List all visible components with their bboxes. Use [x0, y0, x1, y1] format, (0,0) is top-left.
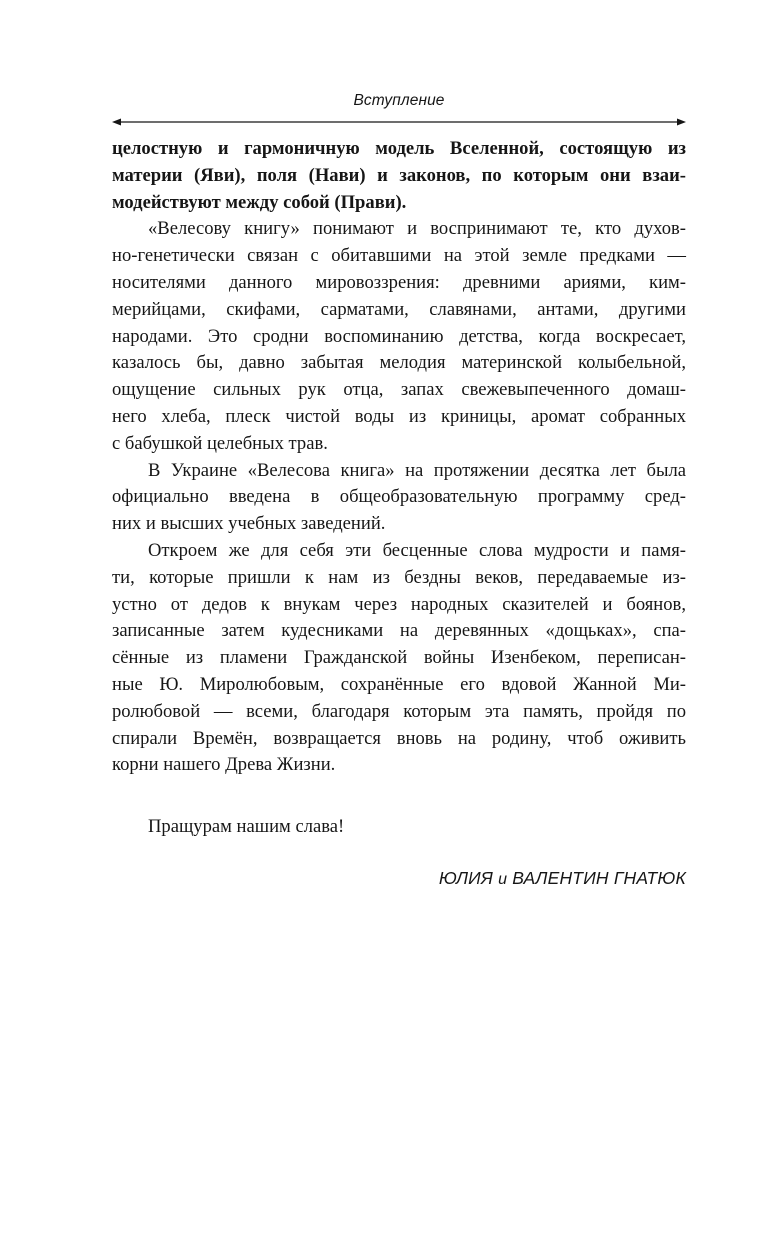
- text-line: корни нашего Древа Жизни.: [112, 754, 336, 776]
- text-line: В Украине «Велесова книга» на протяжении десятка лет была: [148, 459, 686, 481]
- text-line: мерийцами, скифами, сарматами, славянами, антами, другими: [112, 298, 686, 320]
- text-line: народами. Это сродни воспоминанию детства, когда воскресает,: [112, 325, 686, 347]
- section-title: Вступление: [353, 92, 445, 109]
- text-line: с бабушкой целебных трав.: [112, 432, 328, 454]
- text-line: ти, которые пришли к нам из бездны веков, передаваемые из-: [112, 566, 686, 588]
- text-line: носителями данного мировоззрения: древними ариями, ким-: [112, 271, 686, 293]
- text-line: спирали Времён, возвращается вновь на родину, чтоб оживить: [112, 727, 686, 749]
- author-conjunction: и: [498, 871, 508, 888]
- header-rule-with-arrows: [112, 118, 686, 126]
- author-second: ВАЛЕНТИН ГНАТЮК: [512, 868, 686, 888]
- text-line: официально введена в общеобразовательную программу сред-: [112, 486, 686, 508]
- paragraph-1: [112, 136, 686, 216]
- text-line: «Велесову книгу» понимают и воспринимают те, кто духов-: [148, 218, 686, 240]
- text-line: Откроем же для себя эти бесценные слова мудрости и памя-: [148, 539, 686, 561]
- author-signature: [439, 868, 686, 889]
- text-line: материи (Яви), поля (Нави) и законов, по которым они взаи-: [112, 164, 686, 186]
- text-line: ощущение сильных рук отца, запах свежевыпеченного домаш-: [112, 379, 686, 401]
- paragraph-2: [112, 216, 686, 457]
- text-line: них и высших учебных заведений.: [112, 513, 386, 535]
- text-line: ролюбовой — всеми, благодаря которым эта память, пройдя по: [112, 700, 686, 722]
- text-line: записанные затем кудесниками на деревянных «дощьках», спа-: [112, 620, 686, 642]
- text-line: него хлеба, плеск чистой воды из криницы, аромат собранных: [112, 405, 686, 427]
- text-line: но-генетически связан с обитавшими на этой земле предками —: [112, 245, 686, 267]
- closing-line: Пращурам нашим слава!: [148, 816, 345, 837]
- text-line: модействуют между собой (Прави).: [112, 191, 407, 213]
- text-line: устно от дедов к внукам через народных сказителей и боянов,: [112, 593, 686, 615]
- text-line: казалось бы, давно забытая мелодия материнской колыбельной,: [112, 352, 686, 374]
- text-line: ные Ю. Миролюбовым, сохранённые его вдовой Жанной Ми-: [112, 673, 686, 695]
- running-header: [112, 90, 686, 122]
- text-line: сённые из пламени Гражданской войны Изенбеком, переписан-: [112, 647, 686, 669]
- body-text: [112, 136, 686, 779]
- author-first: ЮЛИЯ: [438, 868, 493, 888]
- paragraph-4: [112, 538, 686, 779]
- text-line: целостную и гармоничную модель Вселенной, состоящую из: [112, 138, 686, 159]
- paragraph-3: [112, 458, 686, 538]
